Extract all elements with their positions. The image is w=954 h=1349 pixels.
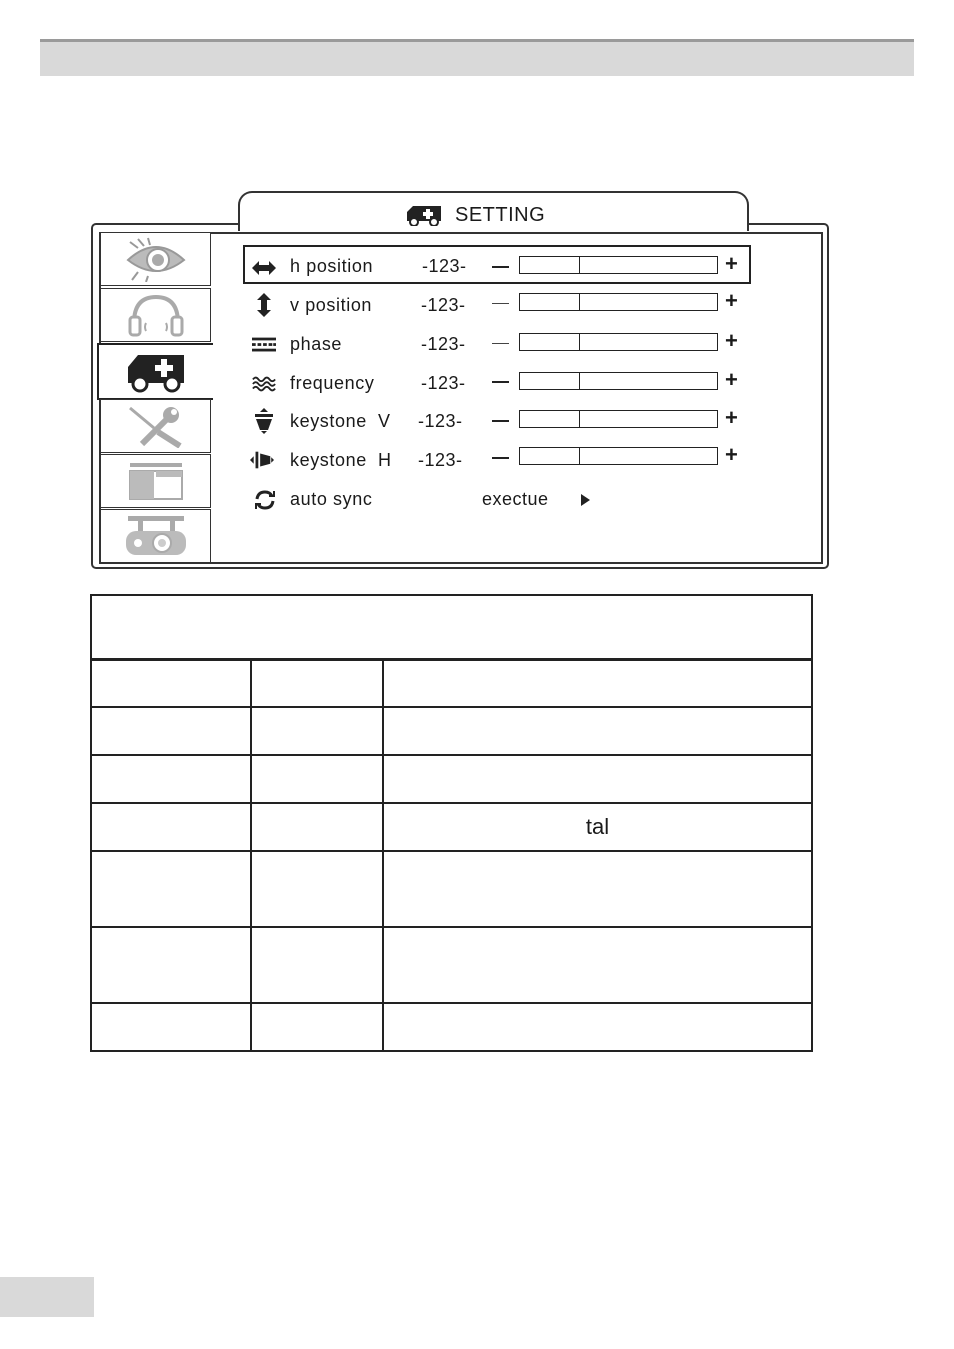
phase-value: -123- — [421, 334, 466, 354]
side-tab-tools[interactable] — [100, 399, 211, 453]
keystone-v-icon — [252, 409, 276, 433]
phase-icon — [252, 333, 276, 357]
auto-sync-value: exectue — [482, 489, 549, 509]
side-tab-audio[interactable] — [100, 288, 211, 342]
auto-sync-icon — [253, 488, 277, 512]
auto-sync-label: auto sync — [290, 489, 373, 509]
osd-title — [405, 201, 545, 229]
table-cell — [91, 927, 251, 1003]
phase-plus-button[interactable]: + — [725, 328, 738, 353]
v-position-slider[interactable] — [519, 293, 718, 311]
slider-fill — [520, 411, 580, 427]
table-cell — [383, 927, 812, 1003]
table-row — [91, 659, 812, 707]
keystone-v-slider[interactable] — [519, 410, 718, 428]
phase-slider[interactable] — [519, 333, 718, 351]
table-cell — [251, 803, 383, 851]
page-header-bar — [40, 39, 914, 76]
slider-fill — [520, 257, 580, 273]
table-cell — [91, 755, 251, 803]
table-row — [91, 707, 812, 755]
v-position-minus-button[interactable] — [492, 303, 509, 304]
slider-fill — [520, 448, 580, 464]
table-cell — [91, 803, 251, 851]
ambulance-settings-icon — [125, 351, 187, 393]
table-cell — [383, 659, 812, 707]
h-position-minus-button[interactable] — [492, 266, 509, 268]
table-row — [91, 1003, 812, 1051]
table-cell — [91, 851, 251, 927]
keystone-h-plus-button[interactable]: + — [725, 442, 738, 467]
slider-fill — [520, 334, 580, 350]
side-tab-projector[interactable] — [100, 509, 211, 563]
ambulance-settings-icon — [405, 204, 443, 226]
page-corner-tab — [0, 1277, 94, 1317]
table-cell — [251, 755, 383, 803]
v-position-icon — [252, 293, 276, 317]
keystone-v-plus-button[interactable]: + — [725, 405, 738, 430]
slider-fill — [520, 373, 580, 389]
table-cell — [251, 851, 383, 927]
frequency-slider[interactable] — [519, 372, 718, 390]
table-cell — [251, 927, 383, 1003]
phase-minus-button[interactable] — [492, 343, 509, 344]
table-cell — [251, 707, 383, 755]
table-cell — [251, 659, 383, 707]
h-position-value: -123- — [422, 256, 467, 276]
frequency-value: -123- — [421, 373, 466, 393]
frequency-icon — [252, 372, 276, 396]
keystone-h-minus-button[interactable] — [492, 457, 509, 459]
keystone-v-value: -123- — [418, 411, 463, 431]
execute-arrow-icon[interactable] — [581, 494, 590, 506]
table-cell: tal — [383, 803, 812, 851]
table-cell — [91, 707, 251, 755]
eye-icon — [124, 236, 188, 282]
h-position-icon — [252, 256, 276, 280]
v-position-plus-button[interactable]: + — [725, 288, 738, 313]
keystone-v-label: keystone V — [290, 411, 391, 431]
frequency-minus-button[interactable] — [492, 381, 509, 383]
frequency-label: frequency — [290, 373, 375, 393]
keystone-h-value: -123- — [418, 450, 463, 470]
projector-icon — [124, 514, 188, 558]
table-cell — [91, 659, 251, 707]
keystone-v-minus-button[interactable] — [492, 420, 509, 422]
table-row — [91, 927, 812, 1003]
frequency-plus-button[interactable]: + — [725, 367, 738, 392]
keystone-h-label: keystone H — [290, 450, 392, 470]
tools-icon — [124, 404, 188, 448]
side-tab-setting[interactable] — [97, 343, 213, 400]
osd-title-text: SETTING — [455, 203, 546, 226]
headphones-icon — [126, 293, 186, 337]
layout-icon — [128, 461, 184, 501]
side-tab-picture[interactable] — [100, 232, 211, 286]
slider-fill — [520, 294, 580, 310]
keystone-h-icon — [250, 448, 274, 472]
table-row — [91, 851, 812, 927]
table-cell — [251, 1003, 383, 1051]
table-cell — [91, 1003, 251, 1051]
table-header-cell — [91, 595, 812, 659]
phase-label: phase — [290, 334, 343, 354]
table-cell — [383, 851, 812, 927]
h-position-plus-button[interactable]: + — [725, 251, 738, 276]
table-cell — [383, 707, 812, 755]
v-position-value: -123- — [421, 295, 466, 315]
table-cell — [383, 755, 812, 803]
keystone-h-slider[interactable] — [519, 447, 718, 465]
table-row — [91, 755, 812, 803]
settings-description-table — [90, 594, 813, 1052]
table-row — [91, 803, 812, 851]
v-position-label: v position — [290, 295, 373, 315]
table-cell — [383, 1003, 812, 1051]
h-position-label: h position — [290, 256, 374, 276]
side-tab-layout[interactable] — [100, 454, 211, 508]
h-position-slider[interactable] — [519, 256, 718, 274]
